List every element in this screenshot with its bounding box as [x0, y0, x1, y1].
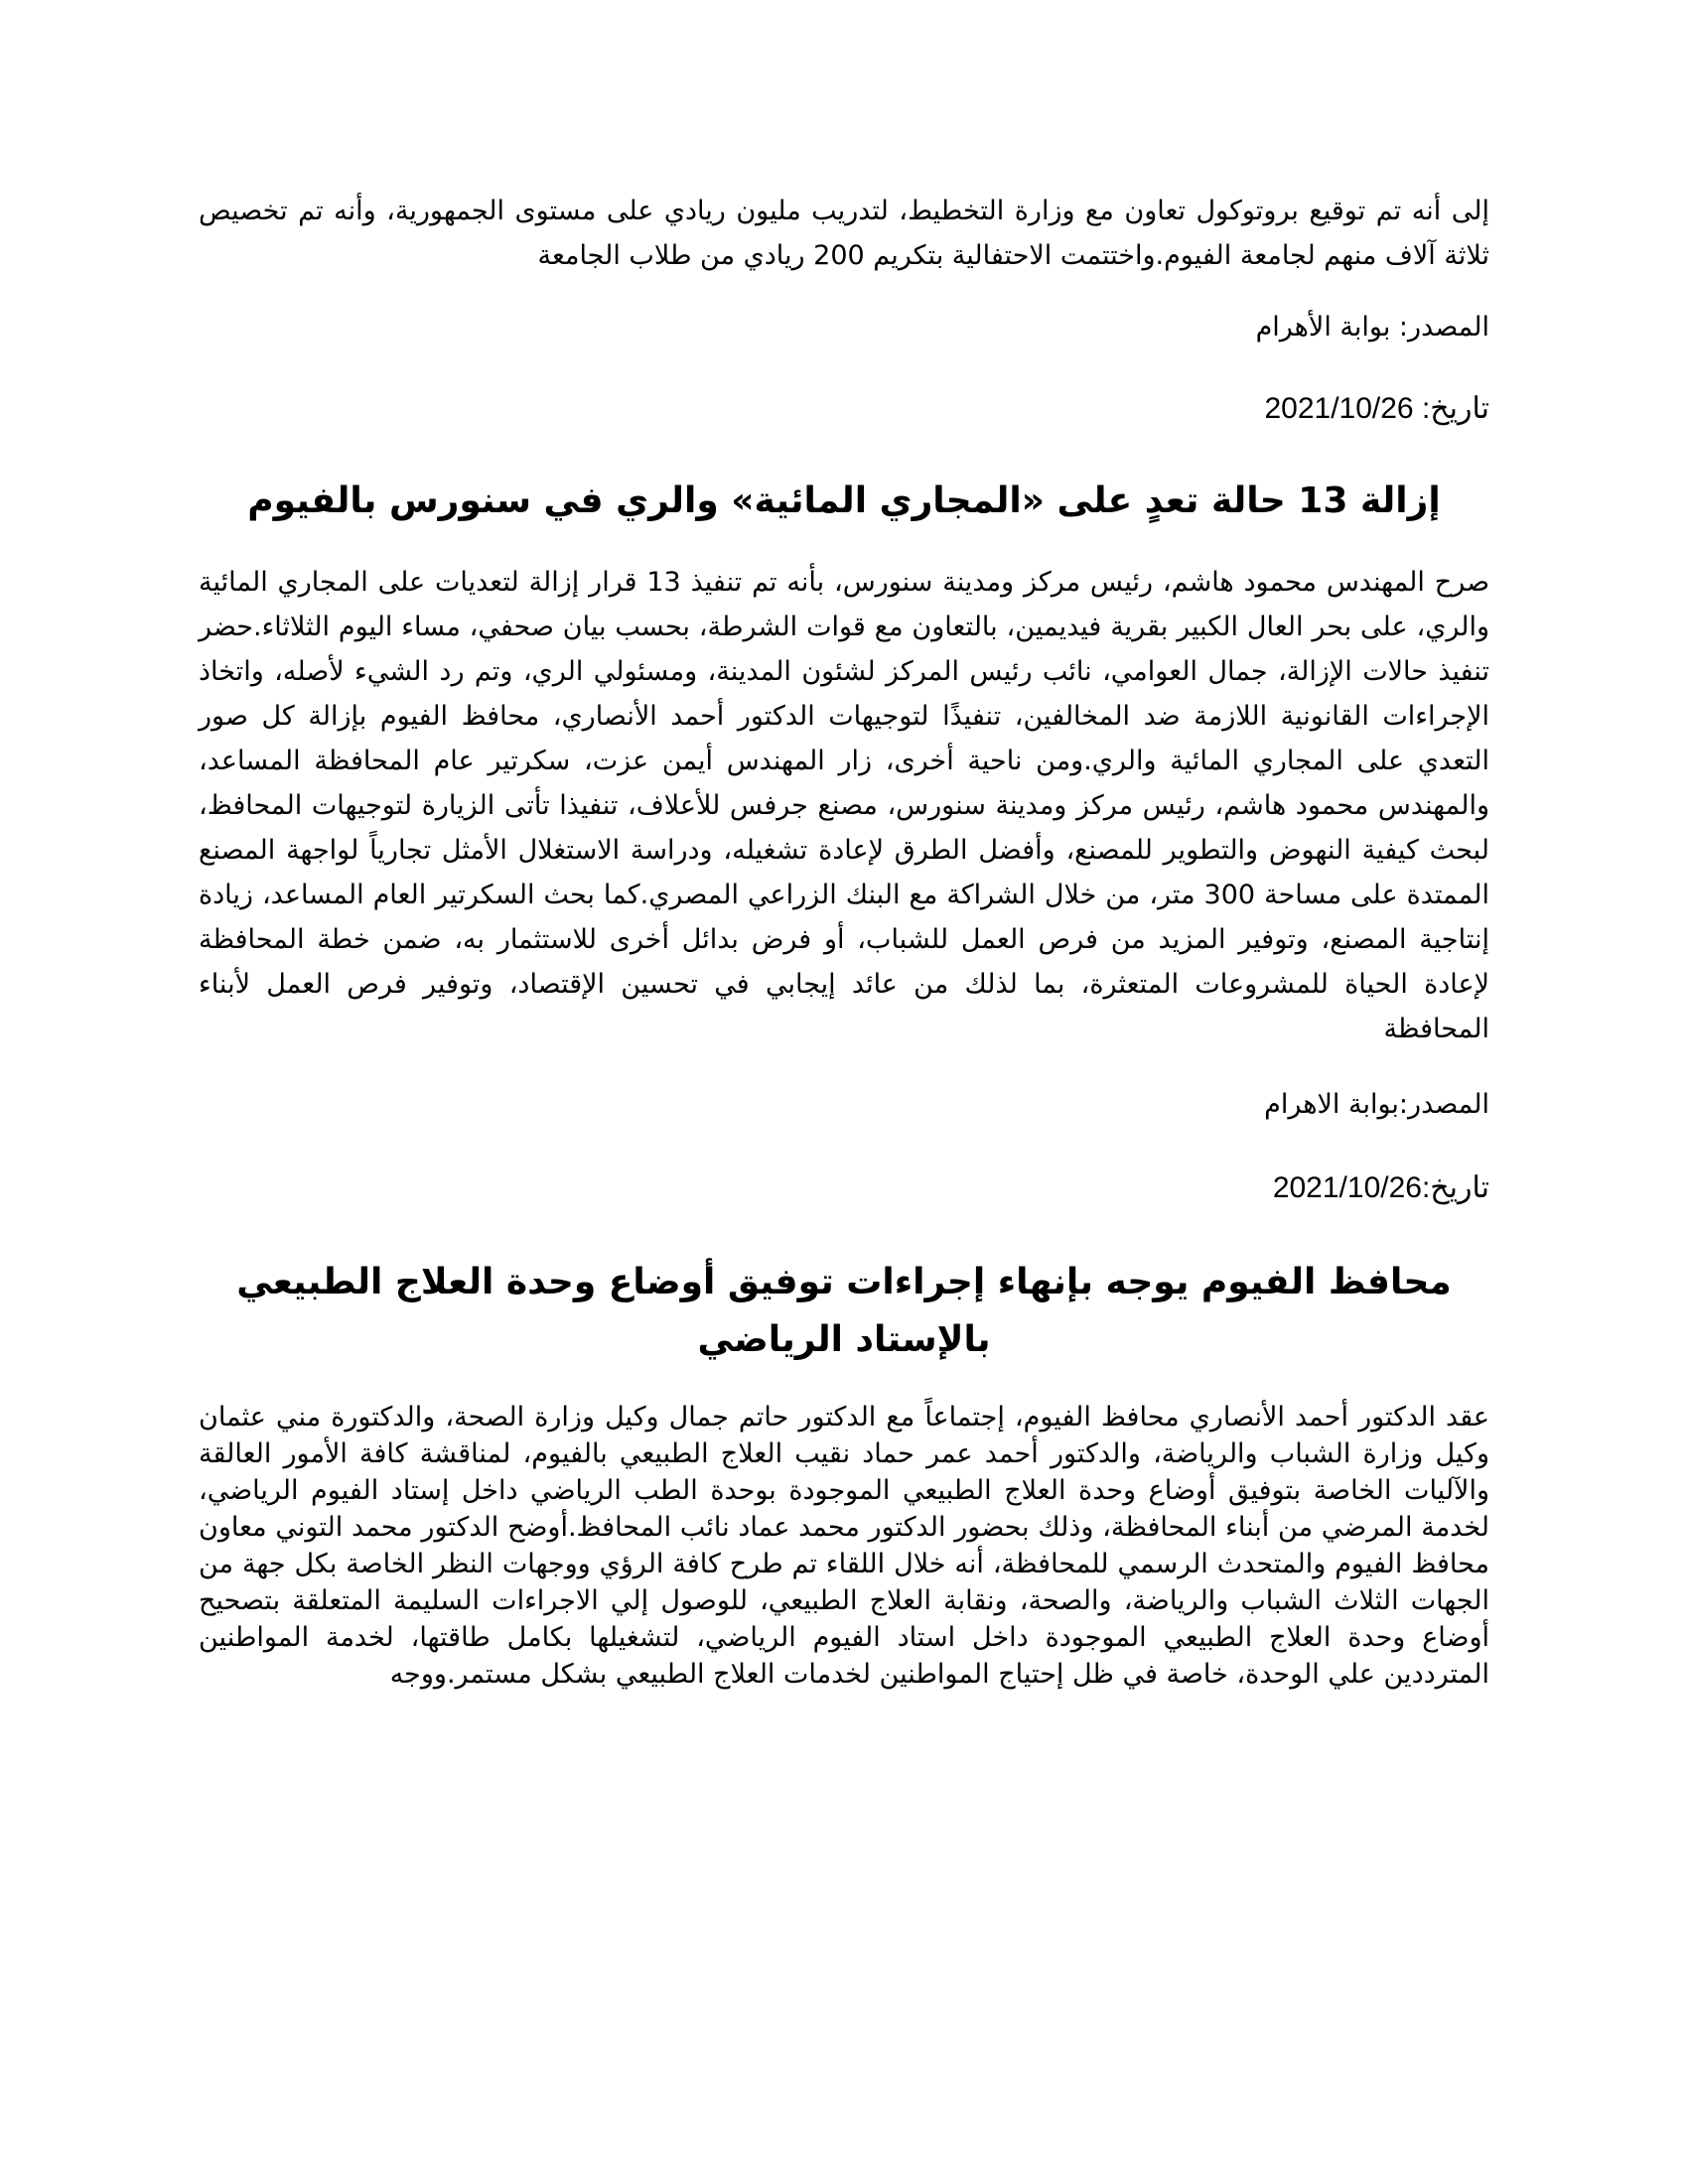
article1-body: صرح المهندس محمود هاشم، رئيس مركز ومدينة سنورس، بأنه تم تنفيذ 13 قرار إزالة لتعديات على المجاري المائية والري، على بحر العال الكبير بقرية فيديمين، بالتعاون مع قوات الشرطة، بحسب بيان صحفي، مساء اليوم الثلاثاء.حضر تنفيذ حالات الإزالة، جمال العوامي، نائب رئيس المركز لشئون المدينة، ومسئولي الري، وتم رد الشيء لأصله، واتخاذ الإجراءات القانونية اللازمة ضد المخالفين، تنفيذًا لتوجيهات الدكتور أحمد الأنصاري، محافظ الفيوم بإزالة كل صور التعدي على المجاري المائية والري.ومن ناحية أخرى، زار المهندس أيمن عزت، سكرتير عام المحافظة المساعد، والمهندس محمود هاشم، رئيس مركز ومدينة سنورس، مصنع جرفس للأعلاف، تنفيذا تأتى الزيارة لتوجيهات المحافظ، لبحث كيفية النهوض والتطوير للمصنع، وأفضل الطرق لإعادة تشغيله، ودراسة الاستغلال الأمثل تجارياً لواجهة المصنع الممتدة على مساحة 300 متر، من خلال الشراكة مع البنك الزراعي المصري.كما بحث السكرتير العام المساعد، زيادة إنتاجية المصنع، وتوفير المزيد من فرص العمل للشباب، أو فرض بدائل أخرى للاستثمار به، ضمن خطة المحافظة لإعادة الحياة للمشروعات المتعثرة، بما لذلك من عائد إيجابي في تحسين الإقتصاد، وتوفير فرص العمل لأبناء المحافظة: [199, 567, 1490, 1044]
intro-source: المصدر: بوابة الأهرام: [1255, 312, 1489, 342]
article1-source: المصدر:بوابة الاهرام: [1264, 1089, 1489, 1120]
intro-paragraph: إلى أنه تم توقيع بروتوكول تعاون مع وزارة التخطيط، لتدريب مليون ريادي على مستوى الجمهورية، وأنه تم تخصيص ثلاثة آلاف منهم لجامعة الفيوم.واختتمت الاحتفالية بتكريم 200 ريادي من طلاب الجامعة: [199, 196, 1489, 271]
article2-body: عقد الدكتور أحمد الأنصاري محافظ الفيوم، إجتماعاً مع الدكتور حاتم جمال وكيل وزارة الصحة، والدكتورة مني عثمان وكيل وزارة الشباب والرياضة، والدكتور أحمد عمر حماد نقيب العلاج الطبيعي بالفيوم، لمناقشة كافة الأمور العالقة والآليات الخاصة بتوفيق أوضاع وحدة العلاج الطبيعي الموجودة بوحدة الطب الرياضي داخل إستاد الفيوم الرياضي، لخدمة المرضي من أبناء المحافظة، وذلك بحضور الدكتور محمد عماد نائب المحافظ.أوضح الدكتور محمد التوني معاون محافظ الفيوم والمتحدث الرسمي للمحافظة، أنه خلال اللقاء تم طرح كافة الرؤي ووجهات النظر الخاصة بكل جهة من الجهات الثلاث الشباب والرياضة، والصحة، ونقابة العلاج الطبيعي، للوصول إلي الاجراءات السليمة المتعلقة بتصحيح أوضاع وحدة العلاج الطبيعي الموجودة داخل استاد الفيوم الرياضي، لتشغيلها بكامل طاقتها، لخدمة المواطنين المترددين علي الوحدة، خاصة في ظل إحتياج المواطنين لخدمات العلاج الطبيعي بشكل مستمر.ووجه: [199, 1402, 1489, 1690]
article1-date: تاريخ:2021/10/26: [1272, 1171, 1489, 1204]
document-page: [199, 189, 1489, 1693]
article2-headline: محافظ الفيوم يوجه بإنهاء إجراءات توفيق أوضاع وحدة العلاج الطبيعي بالإستاد الرياضي: [236, 1262, 1452, 1360]
intro-date: تاريخ: 2021/10/26: [1264, 392, 1489, 425]
article1-headline: إزالة 13 حالة تعدٍ على «المجاري المائية» والري في سنورس بالفيوم: [247, 480, 1441, 521]
